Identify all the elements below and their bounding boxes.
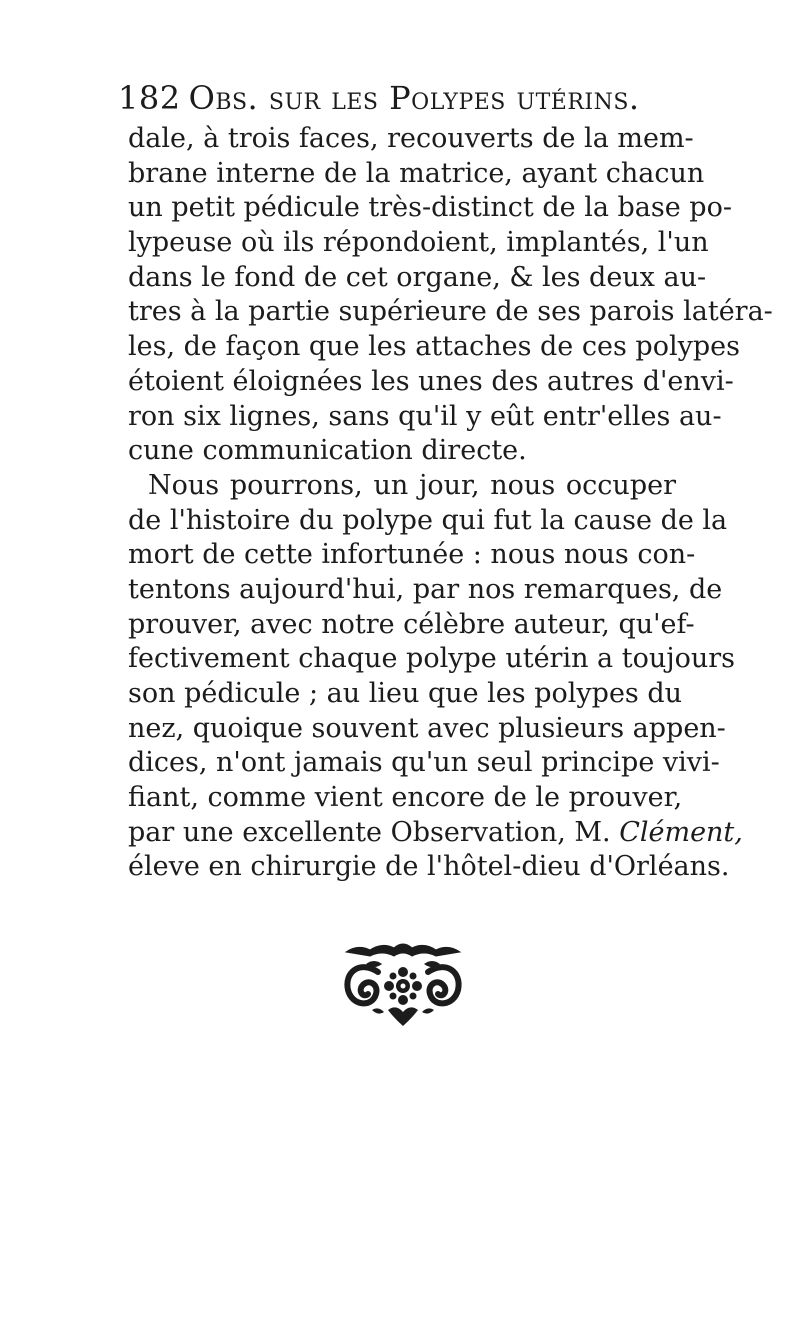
text-line: Nous pourrons, un jour, nous occuper [148,469,676,501]
text-line: son pédicule ; au lieu que les polypes du [128,678,683,709]
text-line: tentons aujourd'hui, par nos remarques, de [128,573,723,605]
text-line: lypeuse où ils répondoient, implantés, l'un [128,227,709,259]
text-line: dans le fond de cet organe, & les deux au- [128,261,707,293]
text-line: fiant, comme vient encore de le prouver, [128,782,683,814]
text-line: un petit pédicule très-distinct de la base po- [128,192,732,224]
fleuron-ornament-icon [338,938,468,1028]
body-text [128,122,773,885]
text-line: nez, quoique souvent avec plusieurs appen- [128,712,726,744]
text-line: dices, n'ont jamais qu'un seul principe vivi- [128,747,720,779]
text-line: fectivement chaque polype utérin a toujours [128,643,736,675]
running-header [118,78,678,118]
text-line [128,816,743,851]
page-number: 182 [118,79,181,117]
text-fragment: par une excellente Observation, M. [128,816,620,848]
text-line: ron six lignes, sans qu'il y eût entr'elles au- [128,400,722,432]
text-line: brane interne de la matrice, ayant chacun [128,157,705,189]
text-line: les, de façon que les attaches de ces polypes [128,331,740,363]
text-line: de l'histoire du polype qui fut la cause de la [128,504,728,536]
text-line: mort de cette infortunée : nous nous con- [128,539,696,571]
text-line: cune communication directe. [128,435,527,467]
text-line: dale, à trois faces, recouverts de la mem- [128,123,694,154]
text-line: tres à la partie supérieure de ses parois latéra- [128,296,773,328]
text-line: éleve en chirurgie de l'hôtel-dieu d'Orléans. [128,851,730,883]
text-line: prouver, avec notre célèbre auteur, qu'ef- [128,608,695,640]
text-line: étoient éloignées les unes des autres d'envi- [128,365,734,397]
running-title: Obs. sur les Polypes utérins. [188,79,640,117]
author-name: Clément, [619,816,743,848]
